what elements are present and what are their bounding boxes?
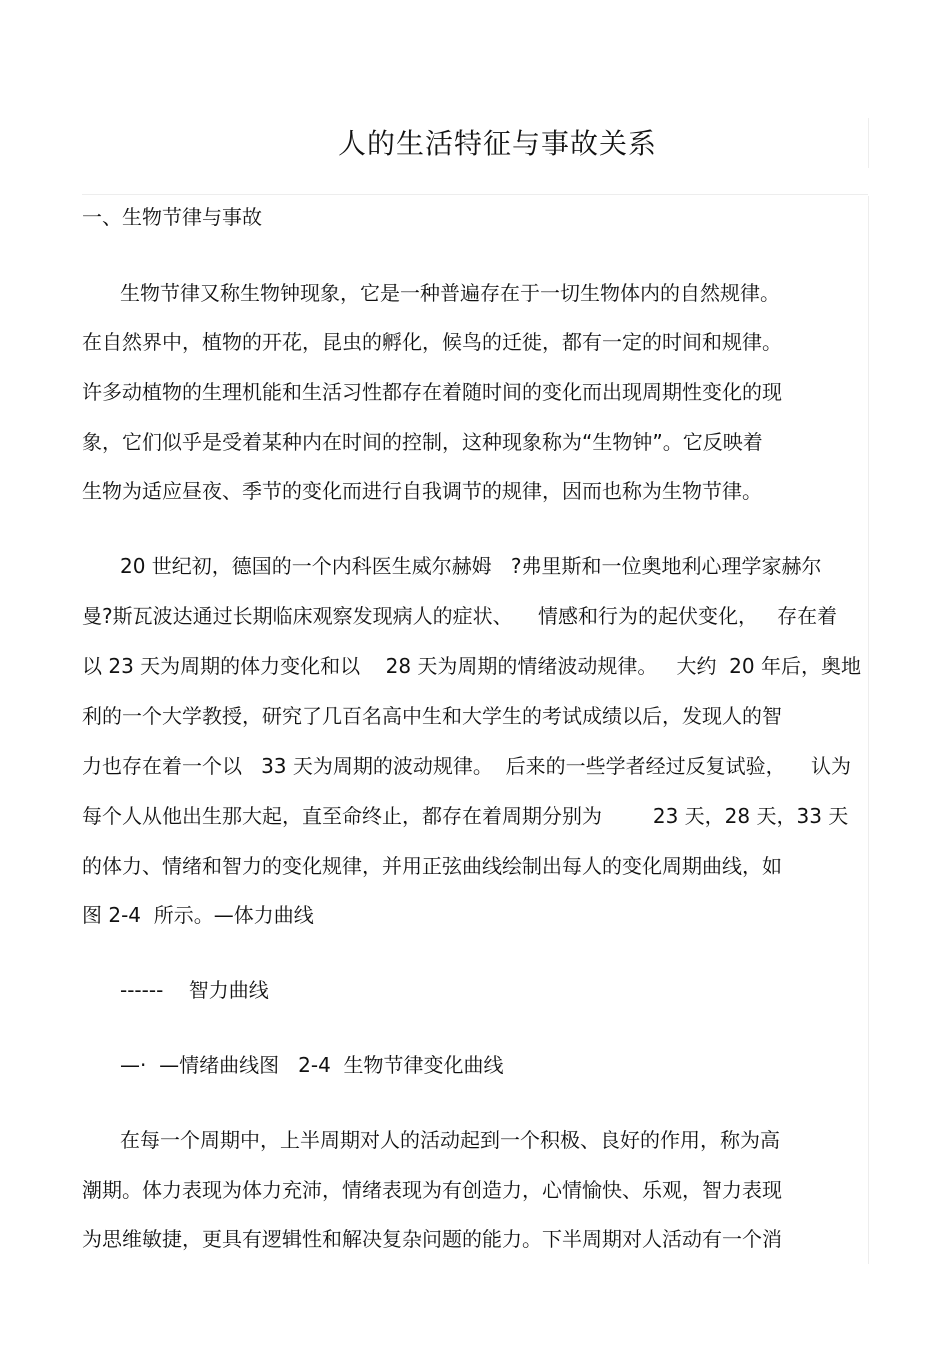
paragraph-line: 以 23 天为周期的体力变化和以 28 天为周期的情绪波动规律。 大约 20 年后，奥地 bbox=[82, 654, 861, 678]
figure-legend-line: ------ 智力曲线 bbox=[120, 978, 269, 1002]
paragraph-line: 在自然界中，植物的开花，昆虫的孵化，候鸟的迁徙，都有一定的时间和规律。 bbox=[82, 330, 782, 354]
paragraph-line: 每个人从他出生那大起，直至命终止，都存在着周期分别为 23 天，28 天，33 天 bbox=[82, 804, 849, 828]
paragraph-line: 潮期。体力表现为体力充沛，情绪表现为有创造力，心情愉快、乐观，智力表现 bbox=[82, 1178, 782, 1202]
paragraph-line: 利的一个大学教授，研究了几百名高中生和大学生的考试成绩以后，发现人的智 bbox=[82, 704, 782, 728]
paragraph-line: 20 世纪初，德国的一个内科医生威尔赫姆 ?弗里斯和一位奥地利心理学家赫尔 bbox=[120, 554, 822, 578]
paragraph-line: 生物为适应昼夜、季节的变化而进行自我调节的规律，因而也称为生物节律。 bbox=[82, 479, 762, 503]
page-edge-line bbox=[868, 196, 869, 1264]
paragraph-line: 象，它们似乎是受着某种内在时间的控制，这种现象称为“生物钟”。它反映着 bbox=[82, 430, 763, 454]
paragraph-line: 为思维敏捷，更具有逻辑性和解决复杂问题的能力。下半周期对人活动有一个消 bbox=[82, 1227, 782, 1251]
paragraph-line: 图 2-4 所示。—体力曲线 bbox=[82, 903, 314, 927]
paragraph-line: 在每一个周期中，上半周期对人的活动起到一个积极、良好的作用，称为高 bbox=[120, 1128, 780, 1152]
figure-caption-line: —· —情绪曲线图 2-4 生物节律变化曲线 bbox=[120, 1053, 504, 1077]
paragraph-line: 生物节律又称生物钟现象，它是一种普遍存在于一切生物体内的自然规律。 bbox=[120, 281, 780, 305]
paragraph-line: 力也存在着一个以 33 天为周期的波动规律。 后来的一些学者经过反复试验， 认为 bbox=[82, 754, 852, 778]
paragraph-line: 的体力、情绪和智力的变化规律，并用正弦曲线绘制出每人的变化周期曲线，如 bbox=[82, 854, 782, 878]
paragraph-line: 曼?斯瓦波达通过长期临床观察发现病人的症状、 情感和行为的起伏变化， 存在着 bbox=[82, 604, 838, 628]
document-title: 人的生活特征与事故关系 bbox=[337, 127, 657, 160]
title-divider bbox=[82, 194, 868, 195]
paragraph-line: 许多动植物的生理机能和生活习性都存在着随时间的变化而出现周期性变化的现 bbox=[82, 380, 782, 404]
section-heading: 一、生物节律与事故 bbox=[82, 205, 262, 229]
